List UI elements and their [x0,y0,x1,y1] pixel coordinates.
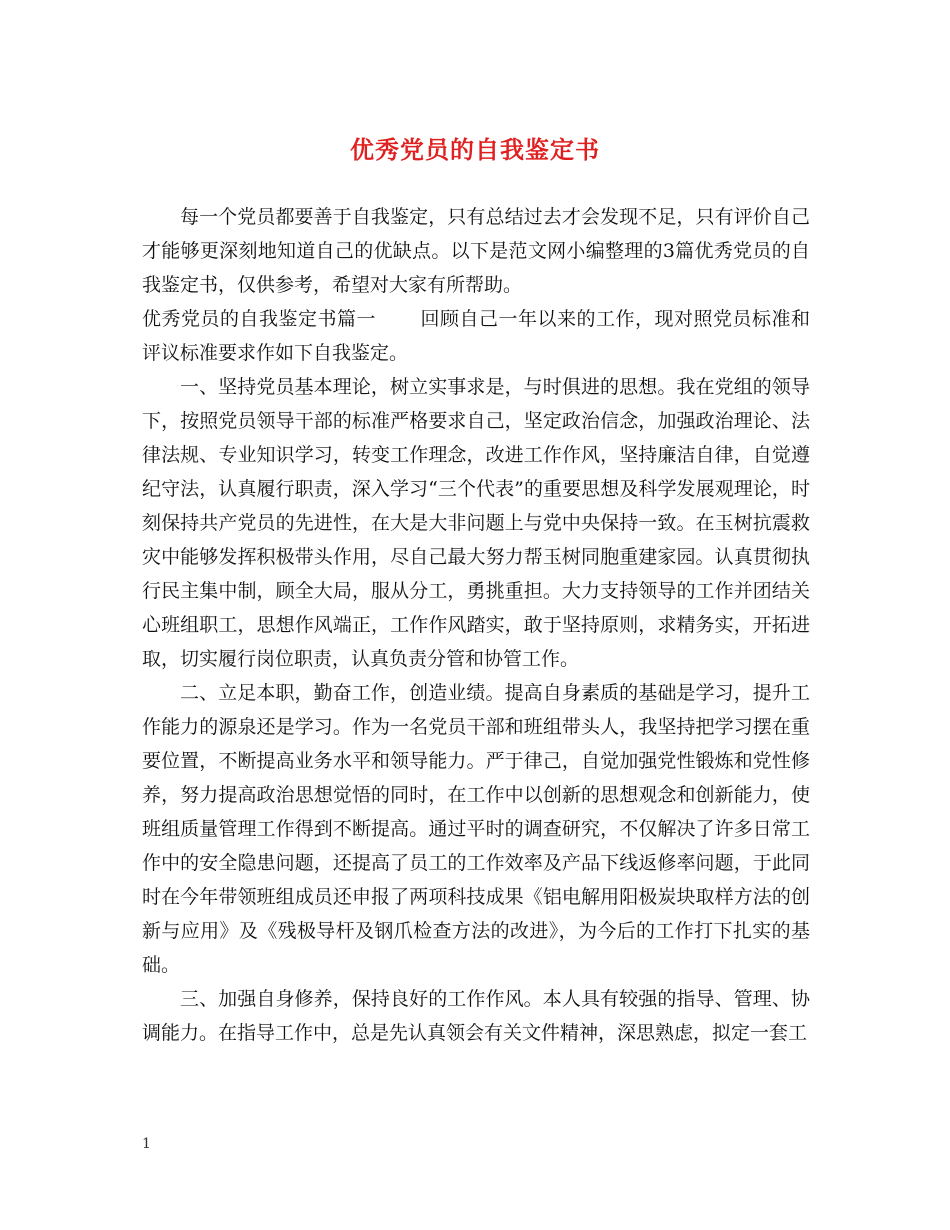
intro-paragraph: 每一个党员都要善于自我鉴定，只有总结过去才会发现不足，只有评价自己才能够更深刻地知道自己的优缺点。以下是范文网小编整理的3篇优秀党员的自我鉴定书，仅供参考，希望对大家有所帮助。 [142,206,810,296]
page-number: 1 [142,1136,151,1152]
section-intro: 回顾自己一年以来的工作，现对照党员标准和评议标准要求作如下自我鉴定。 [142,308,810,364]
body-paragraph-2: 二、立足本职，勤奋工作，创造业绩。提高自身素质的基础是学习，提升工作能力的源泉还是学习。作为一名党员干部和班组带头人，我坚持把学习摆在重要位置，不断提高业务水平和领导能力。严于律己，自觉加强党性锻炼和党性修养，努力提高政治思想觉悟的同时，在工作中以创新的思想观念和创新能力，使班组质量管理工作得到不断提高。通过平时的调查研究，不仅解决了许多日常工作中的安全隐患问题，还提高了员工的工作效率及产品下线返修率问题，于此同时在今年带领班组成员还申报了两项科技成果《铝电解用阳极炭块取样方法的创新与应用》及《残极导杆及钢爪检查方法的改进》，为今后的工作打下扎实的基础。 [142,682,810,976]
document-body [142,200,810,1050]
section-heading: 优秀党员的自我鉴定书篇一 [142,308,376,330]
body-paragraph-1: 一、坚持党员基本理论，树立实事求是，与时俱进的思想。我在党组的领导下，按照党员领导干部的标准严格要求自己，坚定政治信念，加强政治理论、法律法规、专业知识学习，转变工作理念，改进工作作风，坚持廉洁自律，自觉遵纪守法，认真履行职责，深入学习“三个代表”的重要思想及科学发展观理论，时刻保持共产党员的先进性，在大是大非问题上与党中央保持一致。在玉树抗震救灾中能够发挥积极带头作用，尽自己最大努力帮玉树同胞重建家园。认真贯彻执行民主集中制，顾全大局，服从分工，勇挑重担。大力支持领导的工作并团结关心班组职工，思想作风端正，工作作风踏实，敢于坚持原则，求精务实，开拓进取，切实履行岗位职责，认真负责分管和协管工作。 [142,376,810,670]
body-paragraph-3: 三、加强自身修养，保持良好的工作作风。本人具有较强的指导、管理、协调能力。在指导工作中，总是先认真领会有关文件精神，深思熟虑，拟定一套工 [142,988,810,1044]
page-title: 优秀党员的自我鉴定书 [350,135,600,164]
section-paragraph [142,302,810,370]
